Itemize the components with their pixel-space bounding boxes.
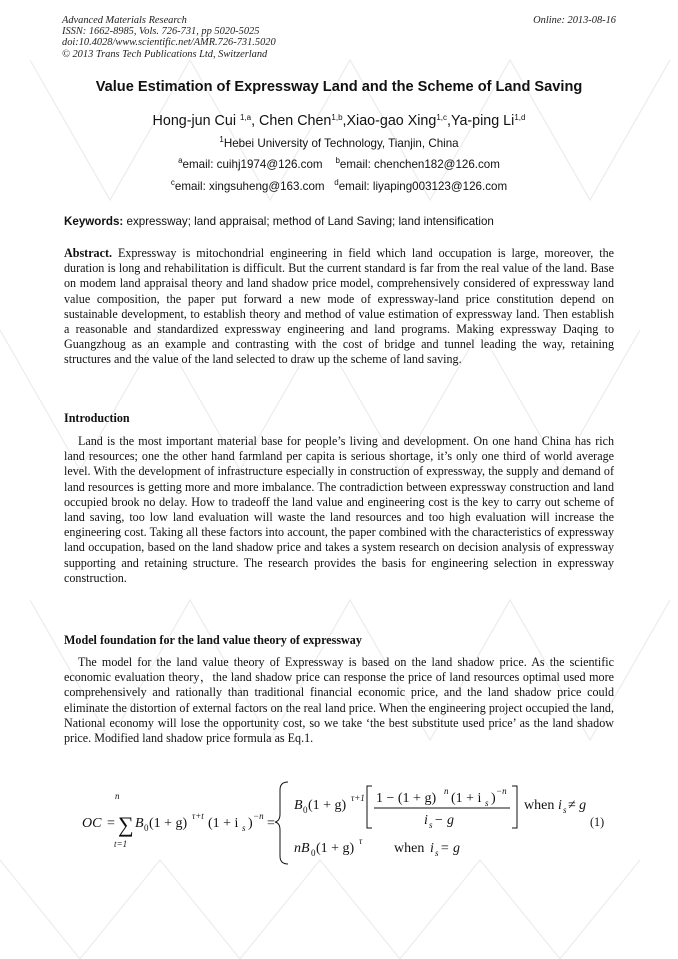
email-sup: a <box>178 156 183 165</box>
eq-case1-num: 1 − (1 + g) <box>376 791 437 806</box>
eq-sub: s <box>563 805 567 815</box>
eq-brace <box>275 782 288 864</box>
eq-sub: 0 <box>303 805 308 815</box>
eq-case1-b: B <box>294 798 303 813</box>
online-date: Online: 2013-08-16 <box>533 15 616 26</box>
email-sup: d <box>334 178 339 187</box>
eq-sub: s <box>485 798 489 808</box>
author-sup: 1,a <box>239 113 252 122</box>
affiliation-text: Hebei University of Technology, Tianjin, China <box>223 137 459 150</box>
email-sup: c <box>170 178 175 187</box>
eq-case1-den: i <box>424 813 428 828</box>
author-sup: 1,b <box>331 113 343 122</box>
author-name: Hong-jun Cui <box>152 113 240 129</box>
eq-case2-exp: τ <box>359 836 363 846</box>
eq-sub: 0 <box>144 823 149 833</box>
eq-sum-symbol: ∑ <box>118 812 134 837</box>
eq-sum-top: n <box>115 791 120 801</box>
abstract-text: Expressway is mitochondrial engineering in field which land occupation is large, moreover, the duration is long and rehabilitation is difficult. But the current standard is far from the real value of the land. Base on modem land appraisal theory and land shadow price model, comprehensively considered of expressway land value composition, the paper put forward a new mode of expressway-land price constitution depend on sustainable development, to establish theory and method of value estimation of expressway land. Then establish a reasonable and standardized expressway engineering and land programs. Making expressway Daqing to Guangzhoug as an example and contrasting with the cost of bridge and tunnel leading the way, retaining structures and the value of the land selected to draw up the scheme of land saving. <box>64 246 614 367</box>
email-text: email: chenchen182@126.com <box>339 158 500 171</box>
eq-term3: (1 + i <box>208 816 239 831</box>
eq-exp: n <box>444 786 449 796</box>
author-name: Ya-ping Li <box>450 113 515 129</box>
eq-case1-cond: i <box>558 798 562 813</box>
doi-line: doi:10.4028/www.scientific.net/AMR.726-731.5020 <box>62 37 276 49</box>
eq-case2-cond-b: = g <box>440 841 460 856</box>
eq-term2: (1 + g) <box>149 816 188 831</box>
eq-exp: −n <box>496 786 507 796</box>
eq-case2-term: (1 + g) <box>316 841 355 856</box>
journal-name: Advanced Materials Research <box>62 15 187 26</box>
section-heading-model: Model foundation for the land value theory of expressway <box>64 633 362 647</box>
eq-case1-when: when <box>524 798 555 813</box>
eq-case1-den-b: − g <box>434 813 454 828</box>
equation-number: (1) <box>590 815 605 829</box>
issn-line: ISSN: 1662-8985, Vols. 726-731, pp 5020-5025 <box>62 26 260 38</box>
copyright-line: © 2013 Trans Tech Publications Ltd, Switzerland <box>62 48 268 60</box>
email-row-1 <box>40 158 638 171</box>
eq-equals: = <box>267 816 275 831</box>
eq-case1-cond-b: ≠ g <box>568 798 587 813</box>
eq-case2-nb: nB <box>294 841 310 856</box>
email-text: email: cuihj1974@126.com <box>182 158 323 171</box>
eq-sub: s <box>242 823 246 833</box>
eq-term3b: ) <box>248 816 253 831</box>
eq-case2-cond: i <box>430 841 434 856</box>
eq-case1-term: (1 + g) <box>308 798 347 813</box>
introduction-paragraph: Land is the most important material base for people’s living and development. On one hand China has rich land resources; one the other hand farmland per capita is serious shortage, it’s only one third of world average level. With the development of infrastructure especially in construction of expressway, the supply and demand of land resources is getting more and more imbalance. The contradiction between expressway construction and land occupied brook no delay. How to tradeoff the land value and engineering cost is the key to carry out scheme of land saving, too low land evaluation will waste the land resources and too high evaluation will increase the engineering cost. Taking all these factors into account, the paper combined with the characteristics of expressway land occupation, based on the land shadow price and takes a system research on decision analysis of expressway supporting and retaining structure. The research provides the basis for engineering selection in expressway construction. <box>64 434 614 585</box>
model-paragraph: The model for the land value theory of Expressway is based on the land shadow price. As the scientific economic evaluation theory，the land shadow price can response the price of land resources optimal used more comprehensively and rationally than traditional financial economic price, and the land shadow price could eliminate the distortion of external factors on the real land price. When the engineering project occupied the land, National economy will lose the opportunity cost, so we take ‘the best substitute used price’ as the land shadow price. Modified land shadow price formula as Eq.1. <box>64 655 614 746</box>
eq-case2-when: when <box>394 841 425 856</box>
eq-exp1: τ+t <box>192 811 204 821</box>
email-sup: b <box>335 156 340 165</box>
eq-sub: s <box>429 820 433 830</box>
eq-bracket-left <box>367 786 372 828</box>
eq-bracket-right <box>512 786 517 828</box>
email-text: email: liyaping003123@126.com <box>338 180 508 193</box>
author-sup: 1,d <box>514 113 526 122</box>
eq-equals: = <box>107 816 115 831</box>
email-row-2 <box>40 180 638 193</box>
eq-sum-bottom: t=1 <box>114 839 128 849</box>
email-text: email: xingsuheng@163.com <box>174 180 325 193</box>
equation-1 <box>64 776 614 866</box>
abstract-label: Abstract. <box>64 246 113 260</box>
keywords-label: Keywords: <box>64 215 124 228</box>
author-name: Xiao-gao Xing <box>346 113 437 129</box>
affiliation-sup: 1 <box>219 135 224 144</box>
section-heading-introduction: Introduction <box>64 411 130 425</box>
paper-title: Value Estimation of Expressway Land and the Scheme of Land Saving <box>95 79 583 95</box>
affiliation <box>40 137 638 150</box>
keywords <box>64 215 624 228</box>
eq-case1-num-b: (1 + i <box>451 791 482 806</box>
abstract <box>64 246 614 368</box>
journal-header <box>62 15 276 60</box>
author-list: Hong-jun Cui $^{1,a}$, Chen Chen$^{1,b}$,Xiao-gao Xing$^{1,c}$,Ya-ping Li$^{1,d}$ <box>152 113 526 129</box>
eq-sub: s <box>435 848 439 858</box>
keywords-text: expressway; land appraisal; method of Land Saving; land intensification <box>123 215 494 228</box>
author-sup: 1,c <box>436 113 447 122</box>
eq-b: B <box>135 816 144 831</box>
eq-case1-exp: τ+1 <box>351 793 365 803</box>
eq-sub: 0 <box>311 848 316 858</box>
eq-exp2: −n <box>253 811 264 821</box>
author-name: Chen Chen <box>259 113 332 129</box>
eq-case1-num-c: ) <box>491 791 496 806</box>
eq-lhs: OC <box>82 816 102 831</box>
